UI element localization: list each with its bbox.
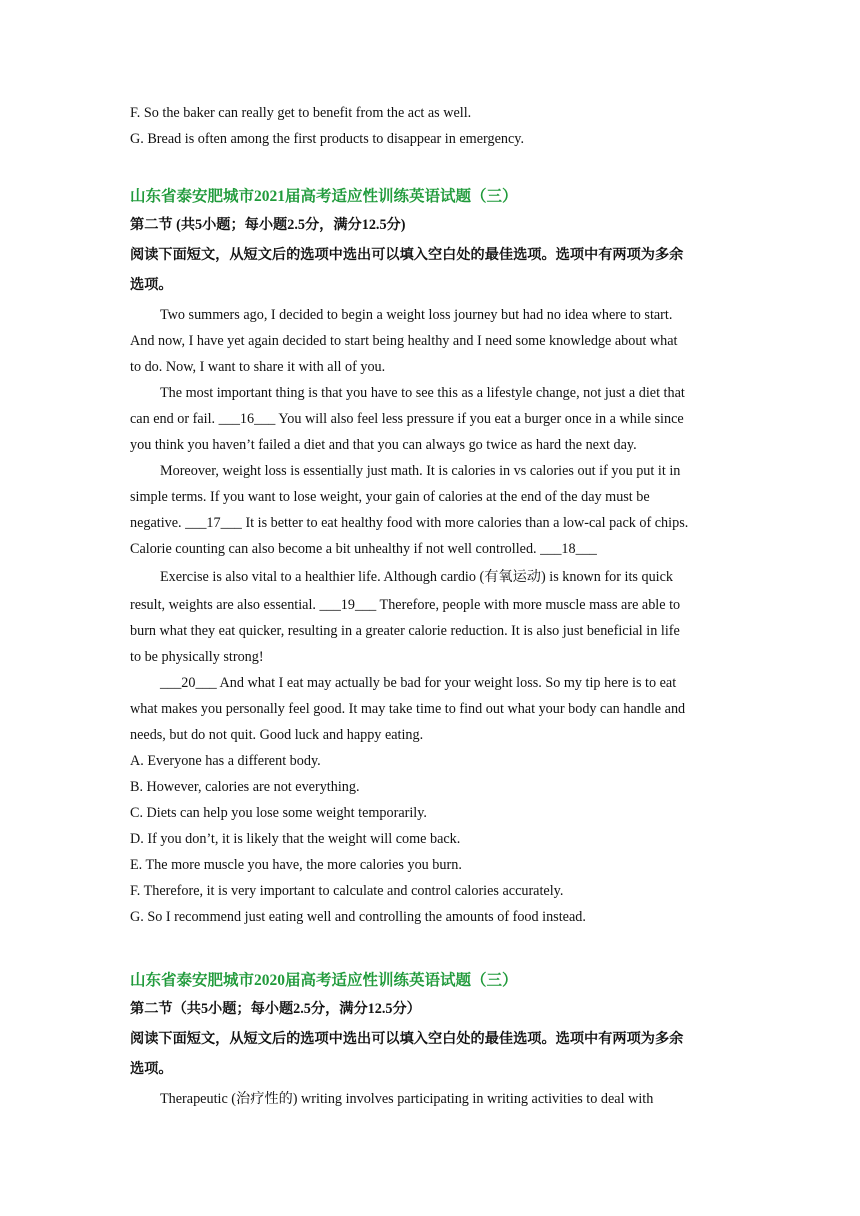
passage-line: Moreover, weight loss is essentially just math. It is calories in vs calories out if you put it in [160,463,681,479]
passage [130,302,728,748]
passage-line: can end or fail. ___16___ You will also feel less pressure if you eat a burger once in a while since [130,411,684,427]
option-line: A. Everyone has a different body. [130,753,321,769]
passage-line: And now, I have yet again decided to start being healthy and I need some knowledge about what [130,333,678,349]
section-title: 山东省泰安肥城市2020届高考适应性训练英语试题（三） [130,972,518,989]
section-2020 [130,968,728,1112]
option-line: C. Diets can help you lose some weight temporarily. [130,805,427,821]
passage-line: what makes you personally feel good. It may take time to find out what your body can handle and [130,701,686,717]
passage-line: result, weights are also essential. ___19___ Therefore, people with more muscle mass are able to [130,597,681,613]
instruction-line: 选项。 [130,277,173,293]
passage-line: to be physically strong! [130,649,264,665]
instruction-line: 阅读下面短文，从短文后的选项中选出可以填入空白处的最佳选项。选项中有两项为多余 [130,1031,684,1047]
passage-line: Therapeutic (治疗性的) writing involves participating in writing activities to deal with [160,1091,654,1107]
passage-line: needs, but do not quit. Good luck and happy eating. [130,727,424,743]
option-line: D. If you don’t, it is likely that the weight will come back. [130,831,461,847]
option-line: F. Therefore, it is very important to calculate and control calories accurately. [130,883,564,899]
options-list [130,748,728,930]
option-line: E. The more muscle you have, the more calories you burn. [130,857,462,873]
section-title: 山东省泰安肥城市2021届高考适应性训练英语试题（三） [130,188,518,205]
option-line: G. So I recommend just eating well and controlling the amounts of food instead. [130,909,586,925]
passage-line: Two summers ago, I decided to begin a weight loss journey but had no idea where to start. [160,307,673,323]
passage-line: you think you haven’t failed a diet and that you can always go twice as hard the next day. [130,437,637,453]
section-subtitle: 第二节（共5小题；每小题2.5分，满分12.5分） [130,1001,421,1017]
instruction-line: 阅读下面短文，从短文后的选项中选出可以填入空白处的最佳选项。选项中有两项为多余 [130,247,684,263]
passage-line: negative. ___17___ It is better to eat healthy food with more calories than a low-cal pack of chips. [130,515,689,531]
passage-line: simple terms. If you want to lose weight, your gain of calories at the end of the day must be [130,489,650,505]
option-line: G. Bread is often among the first products to disappear in emergency. [130,131,524,147]
passage-line: ___20___ And what I eat may actually be bad for your weight loss. So my tip here is to eat [160,675,677,691]
instruction-line: 选项。 [130,1061,173,1077]
passage-line: Calorie counting can also become a bit unhealthy if not well controlled. ___18___ [130,541,597,557]
passage-line: to do. Now, I want to share it with all of you. [130,359,386,375]
previous-options [130,100,728,152]
passage-line: The most important thing is that you have to see this as a lifestyle change, not just a diet that [160,385,685,401]
section-subtitle: 第二节 (共5小题；每小题2.5分，满分12.5分) [130,217,406,233]
passage-line: Exercise is also vital to a healthier life. Although cardio (有氧运动) is known for its quick [160,569,674,585]
passage-line: burn what they eat quicker, resulting in a greater calorie reduction. It is also just beneficial in life [130,623,680,639]
section-2021 [130,184,728,930]
option-line: F. So the baker can really get to benefit from the act as well. [130,105,472,121]
option-line: B. However, calories are not everything. [130,779,360,795]
